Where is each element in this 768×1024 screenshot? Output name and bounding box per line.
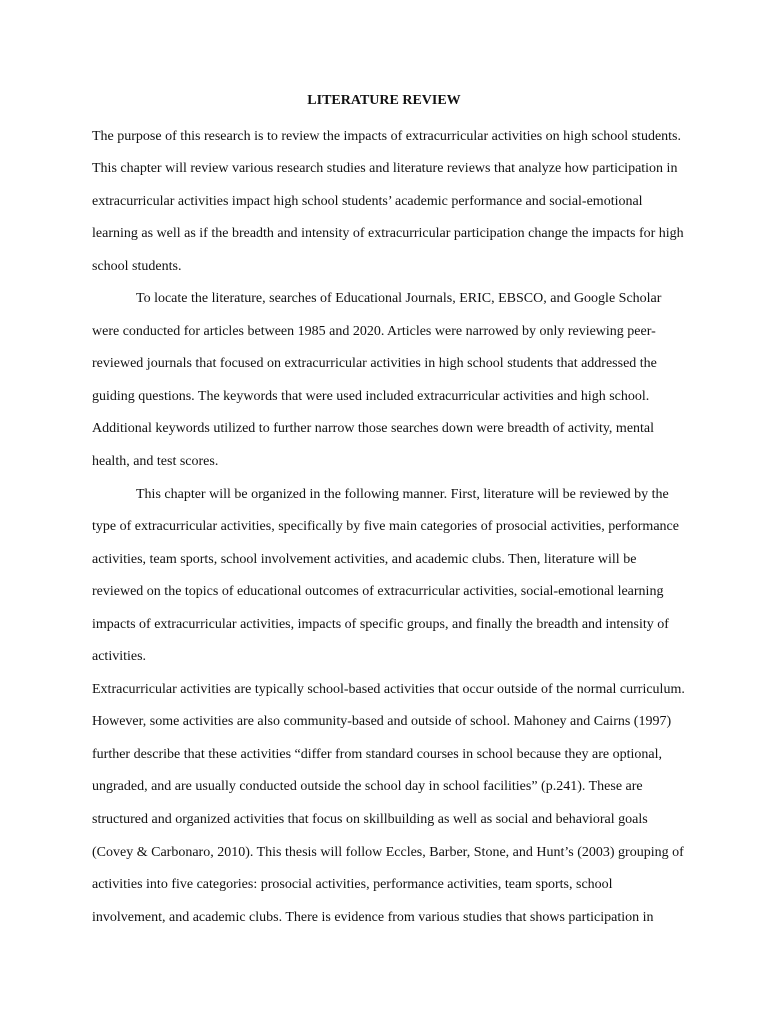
paragraph-4-line-4: ungraded, and are usually conducted outside the school day in school facilities” (p.241). These are <box>92 779 643 794</box>
paragraph-3-line-2: type of extracurricular activities, specifically by five main categories of prosocial activities, performance <box>92 519 679 534</box>
paragraph-2-line-3: reviewed journals that focused on extracurricular activities in high school students that addressed the <box>92 356 657 371</box>
paragraph-3-line-6: activities. <box>92 649 147 664</box>
paragraph-1-line-5: school students. <box>92 259 182 274</box>
paragraph-4-line-1: Extracurricular activities are typically school-based activities that occur outside of the normal curriculum. <box>92 682 685 697</box>
paragraph-2-line-6: health, and test scores. <box>92 454 219 469</box>
paragraph-3-line-1: This chapter will be organized in the following manner. First, literature will be reviewed by the <box>136 487 669 502</box>
paragraph-1-line-1: The purpose of this research is to review the impacts of extracurricular activities on high school students. <box>92 129 681 144</box>
paragraph-2-line-4: guiding questions. The keywords that were used included extracurricular activities and high school. <box>92 389 650 404</box>
paragraph-4-line-8: involvement, and academic clubs. There is evidence from various studies that shows participation in <box>92 910 654 925</box>
paragraph-4-line-5: structured and organized activities that focus on skillbuilding as well as social and behavioral goals <box>92 812 648 827</box>
paragraph-4-line-2: However, some activities are also community-based and outside of school. Mahoney and Cairns (1997) <box>92 714 672 729</box>
paragraph-1-line-2: This chapter will review various research studies and literature reviews that analyze how participation in <box>92 161 678 176</box>
paragraph-3-line-5: impacts of extracurricular activities, impacts of specific groups, and finally the breadth and intensity of <box>92 617 669 632</box>
paragraph-1-line-4: learning as well as if the breadth and intensity of extracurricular participation change the impacts for high <box>92 226 684 241</box>
paragraph-3-line-3: activities, team sports, school involvement activities, and academic clubs. Then, literature will be <box>92 552 637 567</box>
paragraph-1-line-3: extracurricular activities impact high school students’ academic performance and social-emotional <box>92 194 643 209</box>
paragraph-4-line-3: further describe that these activities “differ from standard courses in school because they are optional, <box>92 747 663 762</box>
paragraph-4-line-7: activities into five categories: prosocial activities, performance activities, team sports, school <box>92 877 613 892</box>
paragraph-4-line-6: (Covey & Carbonaro, 2010). This thesis will follow Eccles, Barber, Stone, and Hunt’s (2003) grouping of <box>92 845 684 860</box>
paragraph-2-line-1: To locate the literature, searches of Educational Journals, ERIC, EBSCO, and Google Scholar <box>136 291 662 306</box>
paragraph-3-line-4: reviewed on the topics of educational outcomes of extracurricular activities, social-emotional learning <box>92 584 664 599</box>
page-title: LITERATURE REVIEW <box>307 93 461 108</box>
paragraph-2-line-5: Additional keywords utilized to further narrow those searches down were breadth of activity, mental <box>92 421 655 436</box>
paragraph-2-line-2: were conducted for articles between 1985 and 2020. Articles were narrowed by only reviewing peer- <box>92 324 656 339</box>
